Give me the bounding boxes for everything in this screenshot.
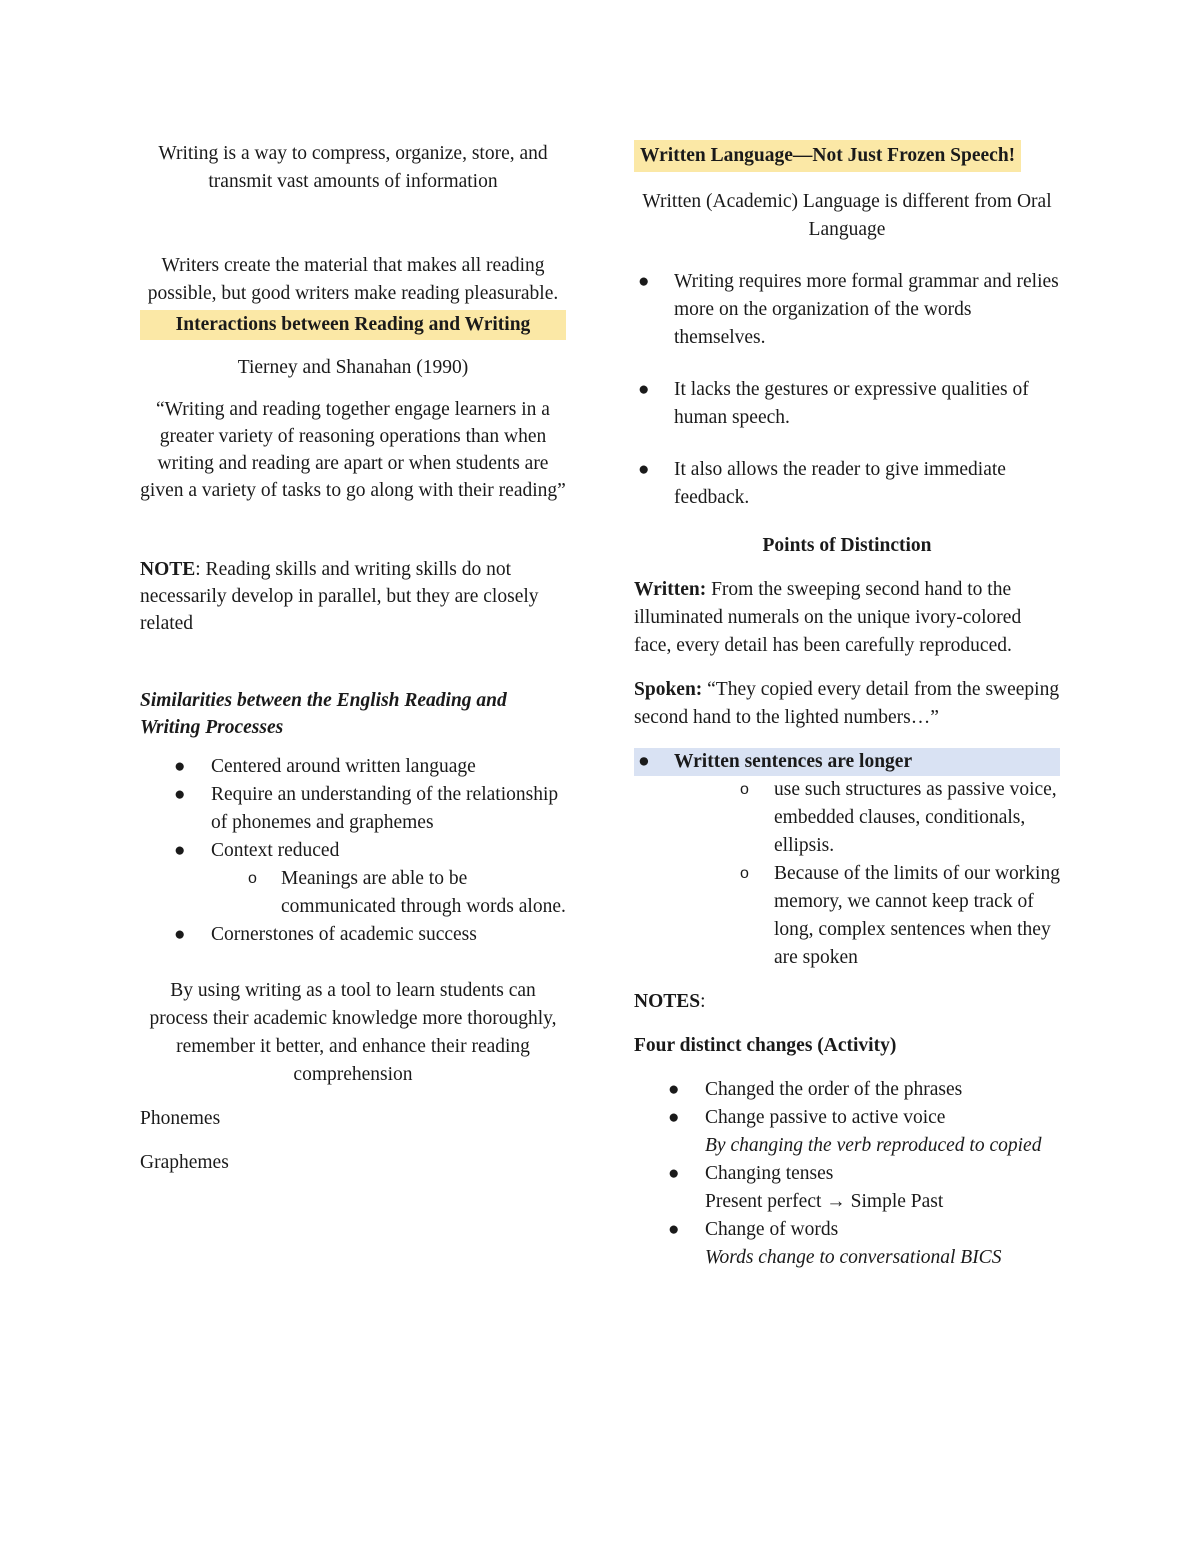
intro-paragraph-2: Writers create the material that makes all reading possible, but good writers make reading pleasurable. (147, 255, 559, 304)
written-text: From the sweeping second hand to the illuminated numerals on the unique ivory-colored face, every detail has been carefully reproduced. (634, 579, 1022, 656)
list-item-text: Require an understanding of the relationship of phonemes and graphemes (211, 784, 559, 833)
spoken-text: “They copied every detail from the sweeping second hand to the lighted numbers…” (634, 679, 1060, 728)
bullet-icon: ● (638, 379, 650, 400)
list-item (634, 376, 1060, 432)
subtitle: Written (Academic) Language is different from Oral Language (642, 191, 1052, 240)
bullet-icon: ● (638, 271, 650, 292)
list-item-detail: Words change to conversational BICS (705, 1247, 1002, 1268)
circle-bullet-icon: o (740, 865, 749, 882)
list-item-detail: Present perfect → Simple Past (705, 1191, 944, 1212)
note-text: : Reading skills and writing skills do not necessarily develop in parallel, but they are closely related (140, 559, 539, 634)
circle-bullet-icon: o (740, 781, 749, 798)
spoken-example (634, 676, 1060, 732)
list-item-text: Change of words (705, 1219, 839, 1240)
bullet-icon: ● (174, 784, 186, 805)
bullet-icon: ● (174, 756, 186, 777)
right-column (634, 140, 1060, 1272)
left-column (140, 140, 566, 1193)
sub-list-item (140, 865, 566, 921)
bullet-icon: ● (638, 459, 650, 480)
sub-list-item-text: use such structures as passive voice, embedded clauses, conditionals, ellipsis. (774, 779, 1057, 856)
list-item (634, 456, 1060, 512)
list-item (140, 921, 566, 949)
note-paragraph (140, 556, 566, 637)
list-item-text: Change passive to active voice (705, 1107, 946, 1128)
sub-list (140, 865, 566, 921)
sub-list-item-text: Meanings are able to be communicated through words alone. (281, 868, 566, 917)
section-heading-written-language-wrap (634, 140, 1060, 172)
circle-bullet-icon: o (248, 870, 257, 887)
written-label: Written: (634, 579, 707, 600)
list-item (634, 268, 1060, 352)
list-item (634, 1216, 1060, 1272)
list-item-text: Context reduced (211, 840, 340, 861)
note-label: NOTE (140, 559, 196, 580)
sub-list-item (634, 776, 1060, 860)
list-item-text: Cornerstones of academic success (211, 924, 477, 945)
term-phonemes: Phonemes (140, 1108, 221, 1129)
activity-heading: Four distinct changes (Activity) (634, 1035, 897, 1056)
list-item (140, 781, 566, 837)
list-item-text: It lacks the gestures or expressive qualities of human speech. (674, 379, 1029, 428)
sub-list-item (634, 860, 1060, 972)
intro-paragraph-1: Writing is a way to compress, organize, store, and transmit vast amounts of information (158, 143, 548, 192)
quote: “Writing and reading together engage learners in a greater variety of reasoning operations than when writing and reading are apart or when students are given a variety of tasks to go along with their reading” (140, 399, 566, 501)
list-item-detail: By changing the verb reproduced to copied (705, 1135, 1042, 1156)
changes-list (634, 1076, 1060, 1272)
list-item-text: It also allows the reader to give immediate feedback. (674, 459, 1006, 508)
bullet-icon: ● (668, 1079, 680, 1100)
list-item-text: Centered around written language (211, 756, 476, 777)
bullet-icon: ● (174, 924, 186, 945)
citation: Tierney and Shanahan (1990) (237, 357, 469, 378)
list-item (140, 753, 566, 781)
term-graphemes: Graphemes (140, 1152, 229, 1173)
list-item-text: Writing requires more formal grammar and relies more on the organization of the words themselves. (674, 271, 1059, 348)
bullet-icon: ● (174, 840, 186, 861)
list-item (634, 1076, 1060, 1104)
section-heading-interactions: Interactions between Reading and Writing (140, 310, 566, 340)
list-item-text: Changing tenses (705, 1163, 834, 1184)
longer-sub-list (634, 776, 1060, 972)
spoken-label: Spoken: (634, 679, 703, 700)
bullet-icon: ● (668, 1107, 680, 1128)
sub-list-item-text: Because of the limits of our working memory, we cannot keep track of long, complex sentences when they are spoken (774, 863, 1060, 968)
closing-paragraph: By using writing as a tool to learn students can process their academic knowledge more thoroughly, remember it better, and enhance their reading comprehension (149, 980, 557, 1085)
bullet-icon: ● (668, 1219, 680, 1240)
notes-label: NOTES (634, 991, 701, 1012)
differences-list (634, 268, 1060, 512)
similarities-heading: Similarities between the English Reading and Writing Processes (140, 690, 507, 738)
written-example (634, 576, 1060, 660)
list-item (634, 1160, 1060, 1216)
bullet-icon: ● (638, 751, 650, 772)
longer-heading-band (634, 748, 1060, 776)
bullet-icon: ● (668, 1163, 680, 1184)
list-item (634, 1104, 1060, 1160)
longer-heading: Written sentences are longer (674, 751, 913, 772)
list-item-text: Changed the order of the phrases (705, 1079, 963, 1100)
points-heading: Points of Distinction (762, 535, 932, 556)
list-item (140, 837, 566, 921)
notes-line (634, 988, 1060, 1016)
section-heading-written-language: Written Language—Not Just Frozen Speech! (634, 140, 1021, 172)
similarities-list (140, 753, 566, 949)
notes-colon: : (700, 991, 706, 1012)
